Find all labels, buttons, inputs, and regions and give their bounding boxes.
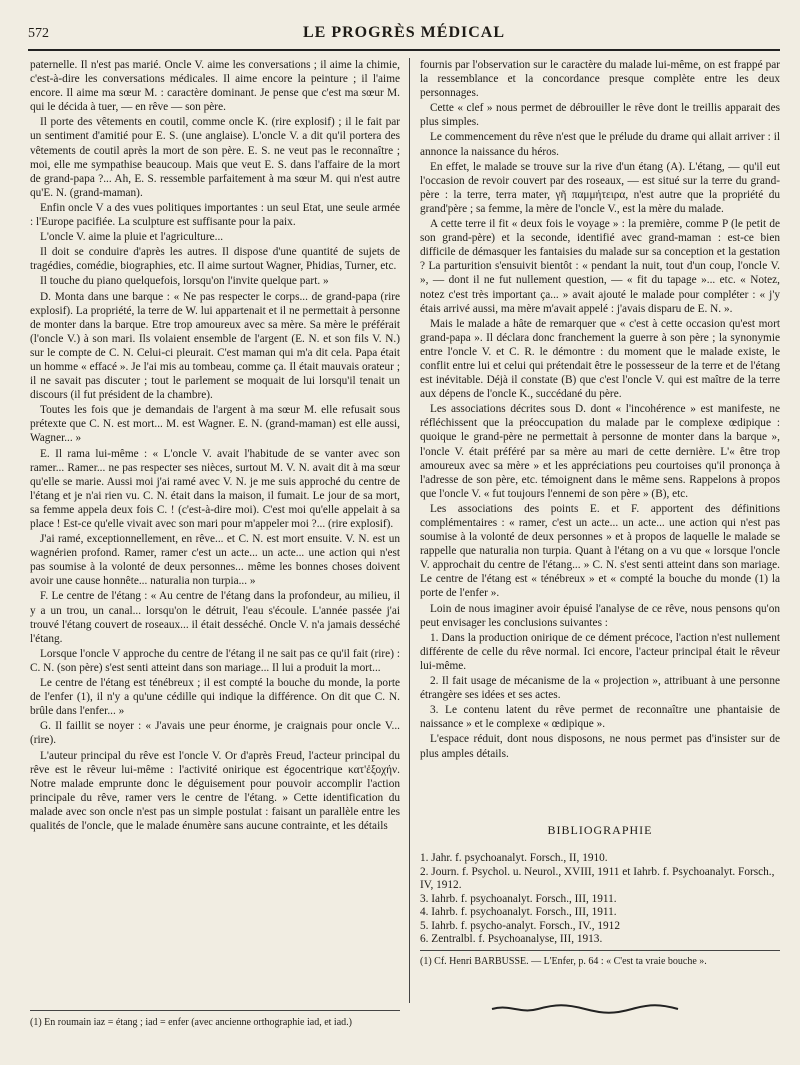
- paragraph: D. Monta dans une barque : « Ne pas respecter le corps... de grand-papa (rire explosif). La propriété, la terre de W. lui appartenait et il ne permettait à personne de monter dans la barque. Etre trop amoureux avec sa mère. Sa mère le préférait (l'oncle V.) à son mari. Ils volaient ensemble de l'argent (E. N. et son fils V. N.) sur le compte de C. N. Celui-ci pleurait. C'est maman qui m'a dit cela. Papa était un homme « effacé ». Je l'ai mis au tombeau, comme ça. Il était mauvais orateur ; il ne savait pas discuter ; tout le parlement se moquait de lui lorsqu'il tenait un discours (il fut président de la chambre).: [30, 290, 400, 402]
- paragraph: G. Il faillit se noyer : « J'avais une peur énorme, je craignais pour oncle V... (rire).: [30, 720, 400, 747]
- paragraph: paternelle. Il n'est pas marié. Oncle V. aime les conversations ; il aime la chimie, c'est-à-dire les conversations médicales. Il aime encore la peinture ; il l'aime encore. Il aime ma sœur M. : caractère dominant. Je pense que c'est ma sœur M. qui le décida à tuer, — en rêve — son père.: [30, 59, 400, 114]
- left-column: [30, 58, 400, 834]
- paragraph: Le commencement du rêve n'est que le prélude du drame qui allait arriver : il annonce la naissance du héros.: [420, 131, 780, 158]
- right-column: [420, 58, 780, 762]
- paragraph: A cette terre il fit « deux fois le voyage » : la première, comme P (le petit de son grand-père) et la seconde, identifié avec grand-maman : est-ce bien difficile de démasquer les fantaisies du malade sur sa conception et la gestation ? La parturition s'ensuivit bientôt : « pendant la nuit, tout d'un coup, l'oncle V. », — dont il ne fut nullement question, — « fit du tapage »... etc. « Notez, notez c'est très important ça... » avait ajouté le malade pour compléter : « j'y étais arrivé aussi, ma mère m'avait appelé : j'avais disparu de E. N. ».: [420, 218, 780, 315]
- column-divider: [409, 58, 410, 1003]
- bibliography-item: 5. Iahrb. f. psycho-analyt. Forsch., IV., 1912: [420, 919, 620, 932]
- paragraph: Il porte des vêtements en coutil, comme oncle K. (rire explosif) ; il le fait par un sentiment d'amitié pour E. S. (une anglaise). L'oncle V. a dit qu'il portera des vêtements de coutil après la mort de son père. E. S. ne veut pas le reconnaître ; moi, elle me sympathise beaucoup. Mais que veut E. S. dans l'affaire de la mort de grand-papa ?... Ah, E. S. ressemble parfaitement à ma sœur M. qui n'est autre qu'E. N. (grand-maman).: [30, 116, 400, 199]
- paragraph: 1. Dans la production onirique de ce dément précoce, l'action n'est nullement différente de celle du rêve normal. Ici encore, l'acteur principal était le rêveur lui-même.: [420, 631, 780, 672]
- paragraph: En effet, le malade se trouve sur la rive d'un étang (A). L'étang, — qu'il eut l'occasion de revoir couvert par des roseaux, — est situé sur la terre du grand-père : la terre, terra mater, γῆ παμμήτειρα, n'est autre que la propriété du grand'père ; sa femme, la mère de l'oncle V., est la mère du malade.: [420, 160, 780, 215]
- bibliography-item: 4. Iahrb. f. psychoanalyt. Forsch., III, 1911.: [420, 906, 617, 918]
- bibliography-item: 3. Iahrb. f. psychoanalyt. Forsch., III, 1911.: [420, 892, 617, 905]
- page-number: 572: [28, 26, 49, 41]
- paragraph: Enfin oncle V a des vues politiques importantes : un seul Etat, une seule armée : l'Europe pacifiée. La sculpture est suffisante pour la paix.: [30, 201, 400, 229]
- paragraph: fournis par l'observation sur le caractère du malade lui-même, on est frappé par la ressemblance et la concordance presque complète entre les deux personnages.: [420, 59, 780, 100]
- paragraph: Il doit se conduire d'après les autres. Il dispose d'une quantité de sujets de tragédies, comédie, biographies, etc. Il aime surtout Wagner, Phidias, Turner, etc.: [30, 246, 400, 273]
- journal-title: LE PROGRÈS MÉDICAL: [302, 24, 506, 41]
- paragraph: Mais le malade a hâte de remarquer que « c'est à cette occasion qu'est mort grand-papa ». Il déclara donc franchement la guerre à son père ; la synonymie entre l'oncle V. et C. R. le démontre : du moment que le malade existe, le conflit entre lui et celui qui prétendait être le possesseur de la terre et de l'étang est inévitable. Déjà il constate (B) que c'est l'oncle V. qui est maître de la terre aux dépens de l'oncle K., succédané du père.: [420, 317, 780, 401]
- paragraph: Les associations des points E. et F. apportent des définitions complémentaires : « ramer, c'est un acte... un acte... une action qui n'est pas soumise à la volonté de deux personnes » et à propos de laquelle le malade se rappelle que naturalia non turpia. Quant à l'étang on a vu que « lorsque l'oncle V. approchait du centre de l'étang... » C. N. s'est senti atteint dans son mariage. Le centre de l'étang est « ténébreux » et « compté la bouche du monde (1) la porte de l'enfer ».: [420, 502, 780, 600]
- paragraph: Le centre de l'étang est ténébreux ; il est compté la bouche du monde, la porte de l'enfer (1), il n'y a qu'une cédille qui indique la différence. On dit que C. N. brûle dans l'enfer... »: [30, 677, 400, 718]
- paragraph: E. Il rama lui-même : « L'oncle V. avait l'habitude de se vanter avec son ramer... Ramer... ne pas respecter ses nièces, surtout M. V. N. avait dit à ma sœur qu'elle se marie. Aussi moi j'ai ramé avec V. N. je me suis approché du centre de l'étang et je n'ai rien vu. C. N. était dans la maison, il fumait. Le jour de sa mort, sa femme appela deux fois C. ! (c'est-à-dire moi). C'est moi qu'elle appelait à sa place ! Est-ce qu'elle vivait avec son mari pour m'appeler moi ?... (rire explosif).: [30, 447, 400, 530]
- paragraph: Les associations décrites sous D. dont « l'incohérence » est manifeste, ne réfléchissent que la préoccupation du malade par le complexe œdipique : quoique le grand-père ne permettait à personne de monter dans la barque », l'oncle V. était préféré par sa mère au mari de cette dernière. L'« être trop amoureux avec sa mère » et les appréciations peu courtoises qu'il prononça à l'adresse de son père, etc. témoignent dans le même sens. Rappelons à propos que l'oncle V. « fut toujours l'ennemi de son père » (B), etc.: [420, 403, 780, 500]
- bibliography-item: 6. Zentralbl. f. Psychoanalyse, III, 1913.: [420, 933, 603, 945]
- bibliography-item: 1. Jahr. f. psychoanalyt. Forsch., II, 1910.: [420, 852, 608, 864]
- paragraph: Lorsque l'oncle V approche du centre de l'étang il ne sait pas ce qu'il fait (rire) : C. N. (son père) s'est senti atteint dans son mariage... Il lui a produit la mort...: [30, 647, 400, 674]
- header-rule: [28, 49, 780, 51]
- bibliography-title: BIBLIOGRAPHIE: [547, 823, 653, 837]
- paragraph: 3. Le contenu latent du rêve permet de reconnaître une phantaisie de naissance » et le complexe « œdipique ».: [420, 704, 780, 731]
- paragraph: Cette « clef » nous permet de débrouiller le rêve dont le treillis apparait des plus simples.: [420, 102, 780, 129]
- paragraph: J'ai ramé, exceptionnellement, en rêve... et C. N. est mort ensuite. V. N. est un wagnérien profond. Ramer, ramer c'est un acte... un acte... une action qui n'est pas soumise à la volonté de deux personnes... même les bonnes choses doivent avoir une cause honnête... naturalia non turpia... »: [30, 533, 400, 588]
- paragraph: F. Le centre de l'étang : « Au centre de l'étang dans la profondeur, au milieu, il y a un trou, un canal... lorsqu'on le détruit, l'eau s'écoule. L'année passée j'ai trouvé l'étang couvert de roseaux... il était desséché. Oncle V. n'a jamais desséché l'étang.: [30, 590, 400, 645]
- paragraph: Toutes les fois que je demandais de l'argent à ma sœur M. elle refusait sous prétexte que C. N. est mort... M. est Wagner. E. N. (grand-maman) est elle aussi, Wagner... »: [30, 404, 400, 445]
- bibliography-list: [420, 852, 780, 947]
- paragraph: 2. Il fait usage de mécanisme de la « projection », attribuant à une personne étrangère ses idées et ses actes.: [420, 675, 780, 702]
- left-footnote: (1) En roumain iaz = étang ; iad = enfer (avec ancienne orthographie iad, et iad.): [30, 1010, 400, 1029]
- paragraph: L'auteur principal du rêve est l'oncle V. Or d'après Freud, l'acteur principal du rêve est le rêveur lui-même : l'activité onirique est égocentrique κατ'ἐξοχήν. Notre malade emprunte donc le déguisement pour pouvoir accomplir l'action principale du rêve, ramer vers le centre de l'étang. » Cette identification du malade avec son oncle n'est pas un simple postulat : faisant un parallèle entre les qualités de l'oncle, que le malade énumère sans aucune contrainte, et les détails: [30, 749, 400, 832]
- paragraph: Loin de nous imaginer avoir épuisé l'analyse de ce rêve, nous pensons qu'on peut envisager les conclusions suivantes :: [420, 602, 780, 629]
- paragraph: Il touche du piano quelquefois, lorsqu'on l'invite quelque part. »: [40, 275, 329, 288]
- bibliography-item: 2. Journ. f. Psychol. u. Neurol., XVIII, 1911 et Iahrb. f. Psychoanalyt. Forsch., IV, 1912.: [420, 865, 775, 891]
- ornament-divider: [490, 1002, 680, 1016]
- page-header: [28, 22, 780, 46]
- right-footnote: (1) Cf. Henri BARBUSSE. — L'Enfer, p. 64 : « C'est ta vraie bouche ».: [420, 950, 780, 968]
- paragraph: L'oncle V. aime la pluie et l'agriculture...: [40, 231, 224, 244]
- paragraph: L'espace réduit, dont nous disposons, ne nous permet pas d'insister sur de plus amples détails.: [420, 733, 780, 760]
